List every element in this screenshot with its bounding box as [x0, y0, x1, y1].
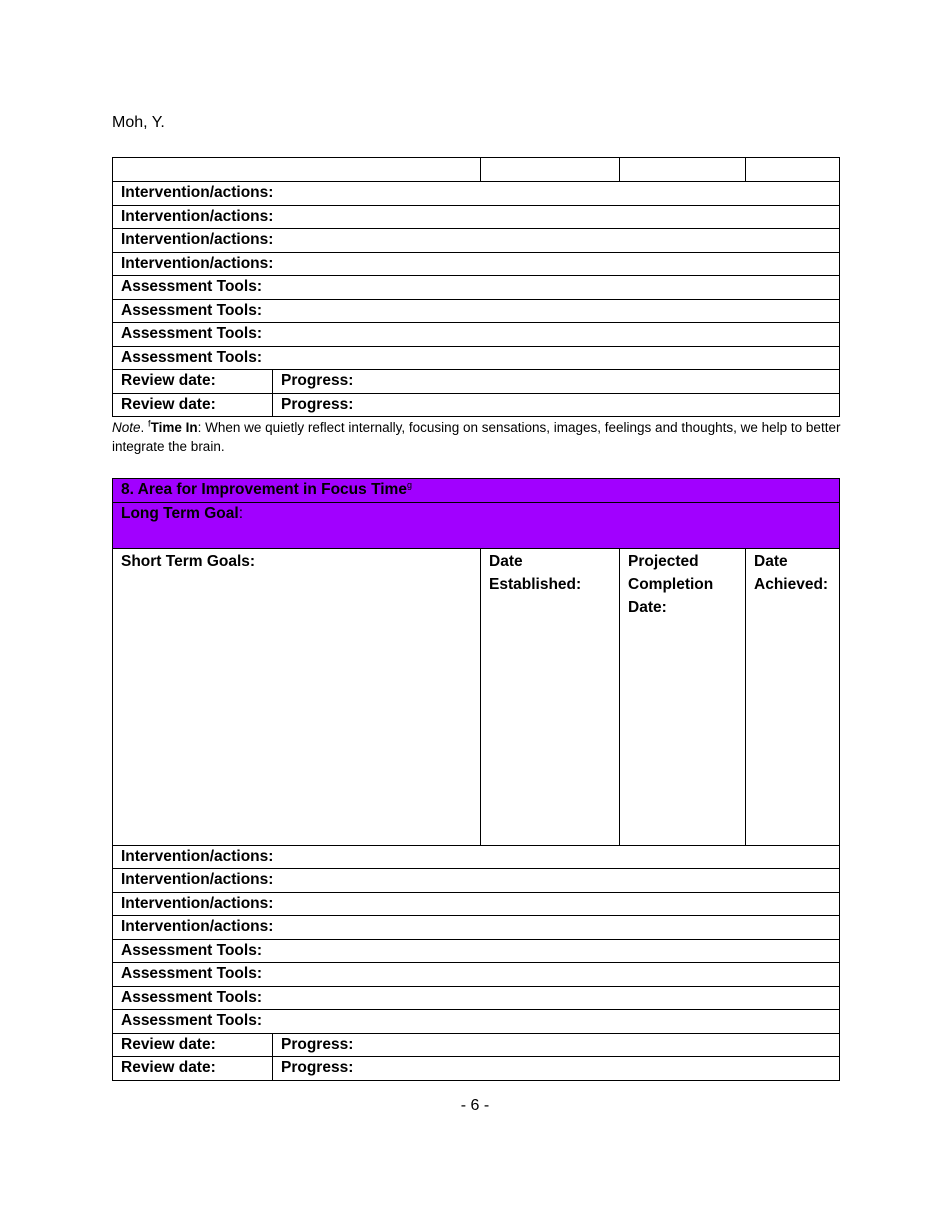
intervention-actions-cell[interactable]: Intervention/actions:	[113, 869, 840, 893]
long-term-goal-label: Long Term Goal	[121, 504, 239, 522]
date-achieved-cell[interactable]: Date Achieved:	[746, 548, 840, 845]
note-term: Time In	[150, 420, 198, 435]
review-date-cell[interactable]: Review date:	[113, 1057, 273, 1081]
table-row	[113, 346, 840, 370]
review-date-cell[interactable]: Review date:	[113, 370, 273, 394]
page-number: - 6 -	[460, 1097, 490, 1114]
table-note	[112, 418, 842, 456]
table-row	[113, 370, 840, 394]
progress-cell[interactable]: Progress:	[273, 370, 840, 394]
progress-cell[interactable]: Progress:	[273, 1033, 840, 1057]
review-date-cell[interactable]: Review date:	[113, 393, 273, 417]
note-period: .	[140, 420, 149, 435]
table-row	[113, 916, 840, 940]
assessment-tools-cell[interactable]: Assessment Tools:	[113, 323, 840, 347]
focus-time-goal-table	[112, 478, 840, 1081]
table-row	[113, 252, 840, 276]
assessment-tools-cell[interactable]: Assessment Tools:	[113, 963, 840, 987]
intervention-actions-cell[interactable]: Intervention/actions:	[113, 845, 840, 869]
table-row	[113, 1010, 840, 1034]
goal-table-continued	[112, 157, 840, 417]
blank-cell[interactable]	[746, 158, 840, 182]
long-term-goal-row	[113, 502, 840, 548]
table-row	[113, 276, 840, 300]
table-row	[113, 229, 840, 253]
table-row	[113, 393, 840, 417]
table-row-blank	[113, 158, 840, 182]
section-title-cell	[113, 479, 840, 503]
blank-cell[interactable]	[113, 158, 481, 182]
blank-cell[interactable]	[620, 158, 746, 182]
table-row	[113, 939, 840, 963]
note-text: : When we quietly reflect internally, focusing on sensations, images, feelings and thoughts, we help to better integrate the brain.	[112, 420, 841, 454]
assessment-tools-cell[interactable]: Assessment Tools:	[113, 276, 840, 300]
note-label: Note	[112, 420, 141, 435]
table-row	[113, 1033, 840, 1057]
intervention-actions-cell[interactable]: Intervention/actions:	[113, 205, 840, 229]
date-established-cell[interactable]: Date Established:	[481, 548, 620, 845]
section-title-row	[113, 479, 840, 503]
progress-cell[interactable]: Progress:	[273, 393, 840, 417]
intervention-actions-cell[interactable]: Intervention/actions:	[113, 916, 840, 940]
projected-completion-cell[interactable]: Projected Completion Date:	[620, 548, 746, 845]
table-row	[113, 299, 840, 323]
progress-cell[interactable]: Progress:	[273, 1057, 840, 1081]
table-row	[113, 323, 840, 347]
running-header-author: Moh, Y.	[112, 114, 165, 131]
table-row	[113, 1057, 840, 1081]
intervention-actions-cell[interactable]: Intervention/actions:	[113, 229, 840, 253]
assessment-tools-cell[interactable]: Assessment Tools:	[113, 939, 840, 963]
table-row	[113, 182, 840, 206]
table-row	[113, 986, 840, 1010]
assessment-tools-cell[interactable]: Assessment Tools:	[113, 1010, 840, 1034]
assessment-tools-cell[interactable]: Assessment Tools:	[113, 986, 840, 1010]
assessment-tools-cell[interactable]: Assessment Tools:	[113, 299, 840, 323]
short-term-goals-cell[interactable]: Short Term Goals:	[113, 548, 481, 845]
intervention-actions-cell[interactable]: Intervention/actions:	[113, 252, 840, 276]
intervention-actions-cell[interactable]: Intervention/actions:	[113, 892, 840, 916]
table-row	[113, 205, 840, 229]
review-date-cell[interactable]: Review date:	[113, 1033, 273, 1057]
table-row	[113, 845, 840, 869]
long-term-goal-cell[interactable]	[113, 502, 840, 548]
intervention-actions-cell[interactable]: Intervention/actions:	[113, 182, 840, 206]
assessment-tools-cell[interactable]: Assessment Tools:	[113, 346, 840, 370]
short-term-goals-row	[113, 548, 840, 845]
table-row	[113, 963, 840, 987]
table-row	[113, 869, 840, 893]
long-term-goal-colon: :	[238, 504, 244, 522]
blank-cell[interactable]	[481, 158, 620, 182]
section-title-footnote: g	[406, 479, 412, 490]
section-title: 8. Area for Improvement in Focus Time	[121, 481, 407, 498]
footnote-mark: f	[148, 418, 151, 429]
table-row	[113, 892, 840, 916]
